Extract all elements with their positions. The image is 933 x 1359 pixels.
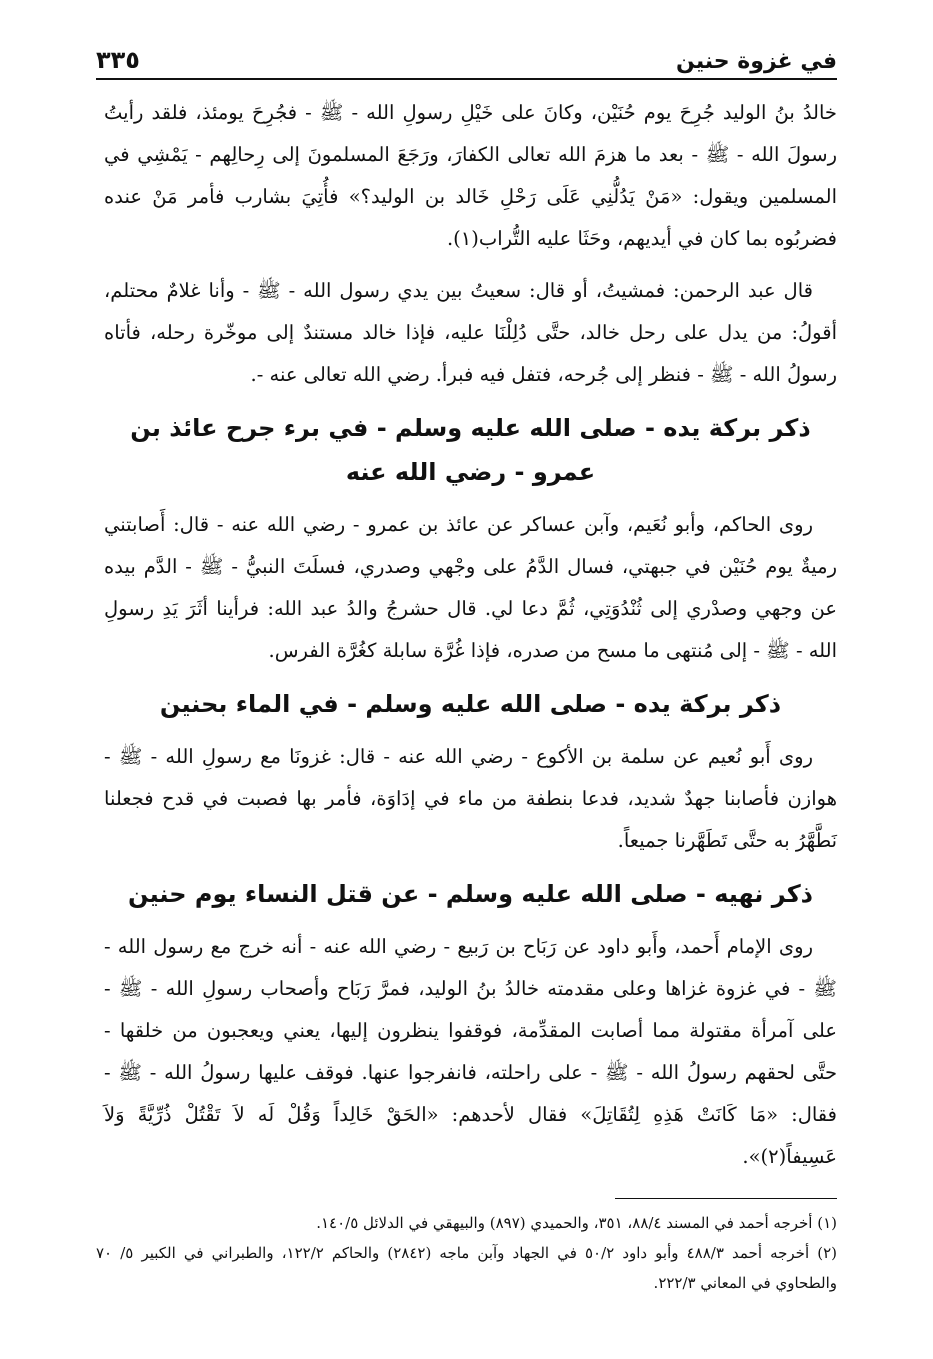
page-number: ٣٣٥ xyxy=(96,46,140,74)
paragraph: خالدُ بنُ الوليد جُرِحَ يوم حُنَيْن، وكانَ على خَيْلِ رسولِ الله - ﷺ - فجُرِحَ يومئذ، فلقد رأيتُ رسولَ الله - ﷺ - بعد ما هزمَ الله تعالى الكفارَ، ورَجَعَ المسلمونَ إلى رِحالِهم - يَمْشِي في المسلمين ويقول: «مَنْ يَدُلُّنِي عَلَى رَحْلِ خَالد بن الوليد؟» فأُتِيَ بشارب فأمر مَنْ عنده فضربُوه بما كان في أيديهم، وحَثَا عليه التُّراب(١). xyxy=(104,101,837,250)
section-heading: ذكر بركة يده - صلى الله عليه وسلم - في الماء بحنين xyxy=(159,690,782,718)
paragraph: روى الإمام أَحمد، وأَبو داود عن رَبَاح بن رَبيع - رضي الله عنه - أنه خرج مع رسول الله - ﷺ - في غزوة غزاها وعلى مقدمته خالدُ بنُ الوليد، فمرَّ رَبَاح وأصحاب رسولِ الله - ﷺ - على آمرأة مقتولة مما أصابت المقدِّمة، فوقفوا ينظرون إليها، يعني ويعجبون من خلقها - حتَّى لحقهم رسولُ الله - ﷺ - على راحلته، فانفرجوا عنها. فوقف عليها رسولُ الله - ﷺ - فقال: «مَا كَانَتْ هَذِهِ لِتُقَاتِلَ» فقال لأحدهم: «الحَقْ خَالِداً وَقُلْ لَه لاَ تَقْتُلْ ذُرِّيَّةً وَلاَ عَسِيفاً(٢)». xyxy=(104,935,837,1168)
page-header xyxy=(96,34,837,80)
footnote-separator xyxy=(615,1198,837,1199)
section-heading: ذكر بركة يده - صلى الله عليه وسلم - في برء جرح عائذ بن عمرو - رضي الله عنه xyxy=(130,414,811,486)
paragraph: قال عبد الرحمن: فمشيتُ، أو قال: سعيتُ بين يدي رسول الله - ﷺ - وأنا غلامٌ محتلم، أقولُ: من يدل على رحل خالد، حتَّى دُلِلْنَا عليه، فإذا خالد مستندٌ إلى موخّرة رحله، فأتاه رسولُ الله - ﷺ - فنظر إلى جُرحه، فتفل فيه فبرأ. رضي الله تعالى عنه -. xyxy=(104,279,837,386)
footnote: (٢) أخرجه أحمد ٤٨٨/٣ وأبو داود ٥٠/٢ في الجهاد وآبن ماجه (٢٨٤٢) والحاكم ١٢٢/٢، والطبراني في الكبير ٥/ ٧٠ والطحاوي في المعاني ٢٢٢/٣. xyxy=(96,1244,837,1292)
footnotes xyxy=(96,1208,837,1298)
main-text xyxy=(104,92,837,1188)
section-heading: ذكر نهيه - صلى الله عليه وسلم - عن قتل النساء يوم حنين xyxy=(128,880,813,908)
paragraph: روى أَبو نُعيم عن سلمة بن الأكوع - رضي الله عنه - قال: غزونَا مع رسولِ الله - ﷺ - هوازن فأصابنا جهدٌ شديد، فدعا بنطفة من ماء في إدَاوَة، فأمر بها فصبت في قدح فجعلنا نَطَّهَّرُ به حتَّى تَطَهَّرنا جميعاً. xyxy=(104,745,837,852)
paragraph: روى الحاكم، وأبو نُعَيم، وآبن عساكر عن عائذ بن عمرو - رضي الله عنه - قال: أَصابتني رميةٌ يوم حُنَيْن في جبهتي، فسال الدَّمُ على وجْهي وصدري، فسلَتَ النبيُّ - ﷺ - الدَّم بيده عن وجهي وصدْري إلى ثُنْدُوَتِي، ثُمَّ دعا لي. قال حشرجُ والدُ عبد الله: فرأينا أثَرَ يَدِ رسولِ الله - ﷺ - إلى مُنتهى ما مسح من صدره، فإذا غُرَّة سابلة كغُرَّة الفرس. xyxy=(104,513,837,662)
footnote: (١) أخرجه أحمد في المسند ٨٨/٤، ٣٥١، والحميدي (٨٩٧) والبيهقي في الدلائل ١٤٠/٥. xyxy=(316,1214,837,1232)
running-title: في غزوة حنين xyxy=(676,49,837,74)
